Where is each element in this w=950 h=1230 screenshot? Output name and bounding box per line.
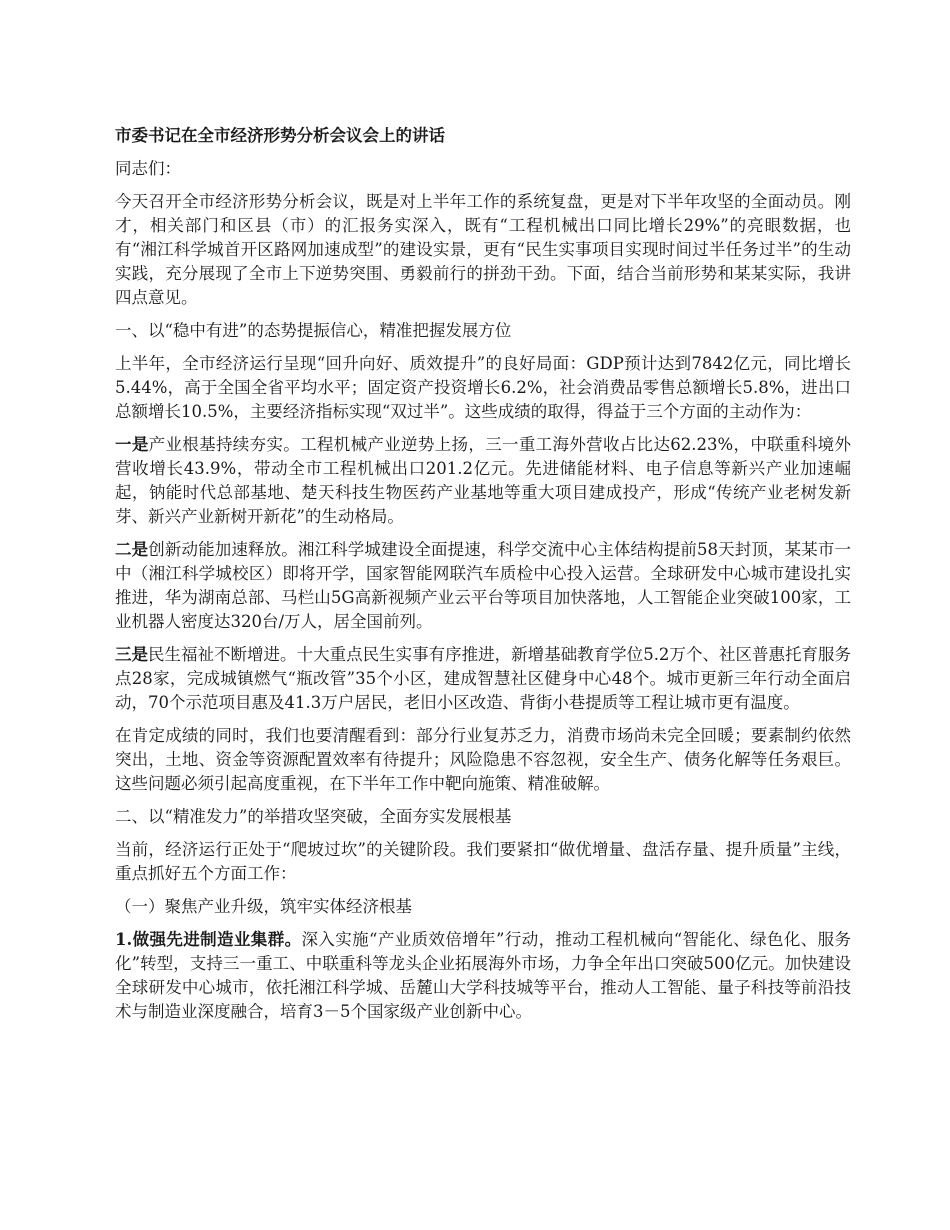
point-1-lead: 一是 [115, 435, 149, 454]
document-title: 市委书记在全市经济形势分析会议会上的讲话 [115, 126, 445, 145]
intro-paragraph: 今天召开全市经济形势分析会议，既是对上半年工作的系统复盘，更是对下半年攻坚的全面动员。刚才，相关部门和区县（市）的汇报务实深入，既有“工程机械出口同比增长29%”的亮眼数据，也有“湘江科学城首开区路网加速成型”的建设实景，更有“民生实事项目实现时间过半任务过半”的生动实践，充分展现了全市上下逆势突围、勇毅前行的拼劲干劲。下面，结合当前形势和某某实际，我讲四点意见。 [115, 192, 851, 307]
paragraph-economy-summary: 上半年，全市经济运行呈现“回升向好、质效提升”的良好局面：GDP预计达到7842亿元，同比增长5.44%，高于全国全省平均水平；固定资产投资增长6.2%，社会消费品零售总额增长5.8%，进出口总额增长10.5%，主要经济指标实现“双过半”。这些成绩的取得，得益于三个方面的主动作为： [115, 354, 851, 421]
point-2-text: 创新动能加速释放。湘江科学城建设全面提速，科学交流中心主体结构提前58天封顶，某某市一中（湘江科学城校区）即将开学，国家智能网联汽车质检中心投入运营。全球研发中心城市建设扎实推进，华为湖南总部、马栏山5G高新视频产业云平台等项目加快落地，人工智能企业突破100家，工业机器人密度达320台/万人，居全国前列。 [115, 540, 852, 631]
paragraph-problems: 在肯定成绩的同时，我们也要清醒看到：部分行业复苏乏力，消费市场尚未完全回暖；要素制约依然突出，土地、资金等资源配置效率有待提升；风险隐患不容忽视，安全生产、债务化解等任务艰巨。这些问题必须引起高度重视，在下半年工作中靶向施策、精准破解。 [115, 726, 851, 793]
item-1-lead: 1.做强先进制造业集群。 [115, 930, 302, 949]
item-1-text: 深入实施“产业质效倍增年”行动，推动工程机械向“智能化、绿色化、服务化”转型，支持三一重工、中联重科等龙头企业拓展海外市场，力争全年出口突破500亿元。加快建设全球研发中心城市，依托湘江科学城、岳麓山大学科技城等平台，推动人工智能、量子科技等前沿技术与制造业深度融合，培育3－5个国家级产业创新中心。 [115, 930, 851, 1021]
subsection-heading-1: （一）聚焦产业升级，筑牢实体经济根基 [115, 897, 412, 916]
greeting: 同志们： [115, 159, 181, 178]
section-heading-1: 一、以“稳中有进”的态势提振信心，精准把握发展方位 [115, 321, 512, 340]
paragraph-point-2 [115, 538, 851, 634]
point-1-text: 产业根基持续夯实。工程机械产业逆势上扬，三一重工海外营收占比达62.23%，中联重科境外营收增长43.9%，带动全市工程机械出口201.2亿元。先进储能材料、电子信息等新兴产业加速崛起，钠能时代总部基地、楚天科技生物医药产业基地等重大项目建成投产，形成“传统产业老树发新芽、新兴产业新树开新花”的生动格局。 [115, 435, 851, 526]
paragraph-point-1 [115, 433, 851, 529]
point-3-text: 民生福祉不断增进。十大重点民生实事有序推进，新增基础教育学位5.2万个、社区普惠托育服务点28家，完成城镇燃气“瓶改管”35个小区，建成智慧社区健身中心48个。城市更新三年行动全面启动，70个示范项目惠及41.3万户居民，老旧小区改造、背街小巷提质等工程让城市更有温度。 [115, 645, 851, 712]
point-2-lead: 二是 [115, 540, 149, 559]
paragraph-point-3 [115, 643, 851, 715]
paragraph-key-stage: 当前，经济运行正处于“爬坡过坎”的关键阶段。我们要紧扣“做优增量、盘活存量、提升质量”主线，重点抓好五个方面工作： [115, 840, 851, 883]
point-3-lead: 三是 [115, 645, 149, 664]
document-page [115, 124, 851, 1033]
section-heading-2: 二、以“精准发力”的举措攻坚突破，全面夯实发展根基 [115, 807, 512, 826]
paragraph-item-1 [115, 928, 851, 1024]
